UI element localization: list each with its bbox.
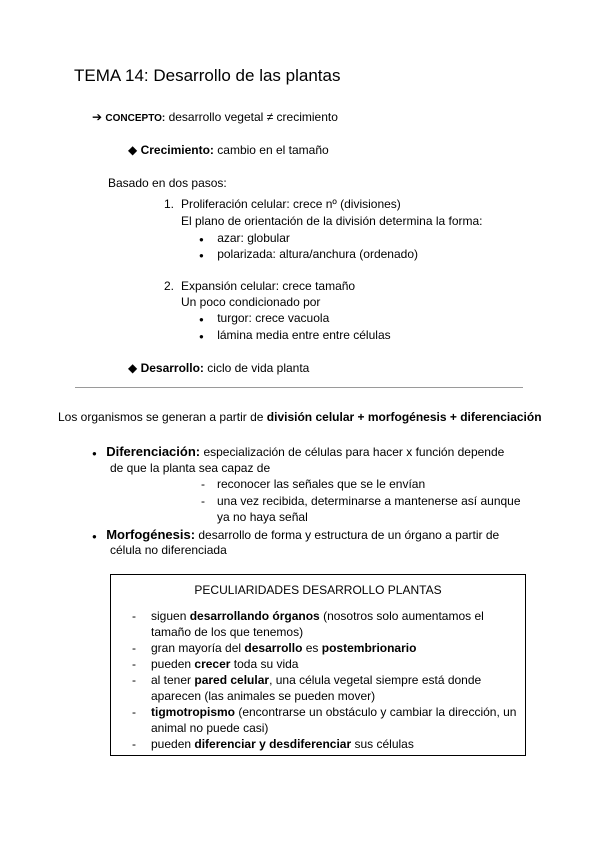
paso-2-number: 2. — [164, 279, 175, 293]
box-item-6 — [151, 737, 414, 751]
list-item — [199, 311, 329, 325]
basado-text: Basado en dos pasos: — [108, 176, 227, 190]
concepto-line — [92, 110, 338, 124]
morfogenesis-text2: célula no diferenciada — [110, 543, 227, 557]
concepto-text: desarrollo vegetal ≠ crecimiento — [168, 110, 338, 124]
box-item-text: siguen — [151, 609, 190, 623]
crecimiento-label: Crecimiento: — [140, 143, 214, 157]
box-item-text: pueden — [151, 657, 195, 671]
box-item-text: toda su vida — [230, 657, 299, 671]
crecimiento-text: cambio en el tamaño — [217, 143, 329, 157]
dot-bullet-icon: ● — [199, 251, 204, 260]
organismos-prefix: Los organismos se generan a partir de — [58, 410, 267, 424]
morfogenesis-text: desarrollo de forma y estructura de un órgano a partir de — [198, 528, 500, 542]
paso-2-bullet-2: lámina media entre entre células — [217, 328, 391, 342]
dash-bullet: - — [201, 494, 205, 508]
diamond-bullet-icon: ◆ — [128, 361, 138, 375]
dot-bullet-icon: ● — [199, 332, 204, 341]
box-item-text: es — [302, 641, 322, 655]
box-item-5-cont: animal no puede casi) — [151, 721, 269, 735]
box-item-2 — [151, 641, 416, 655]
box-item-bold: crecer — [194, 657, 231, 671]
dot-bullet-icon: ● — [92, 532, 97, 541]
box-item-text: sus células — [351, 737, 414, 751]
box-item-text: (encontrarse un obstáculo y cambiar la dirección, un — [235, 705, 517, 719]
list-item — [199, 231, 290, 245]
page-title: TEMA 14: Desarrollo de las plantas — [74, 66, 341, 85]
list-item — [199, 328, 391, 342]
box-item-text: al tener — [151, 673, 195, 687]
paso-2-bullet-1: turgor: crece vacuola — [217, 311, 330, 325]
box-dash: - — [132, 609, 136, 623]
box-item-bold: postembrionario — [321, 641, 417, 655]
box-item-bold: desarrollando órganos — [189, 609, 320, 623]
paso-1-number: 1. — [164, 197, 175, 211]
box-title: PECULIARIDADES DESARROLLO PLANTAS — [194, 583, 442, 597]
box-item-3 — [151, 657, 298, 671]
concepto-label: CONCEPTO: — [105, 113, 166, 124]
list-item — [199, 247, 418, 261]
list-item — [201, 477, 426, 491]
box-item-1 — [151, 609, 484, 623]
paso-1-line2: El plano de orientación de la división determina la forma: — [181, 214, 483, 228]
morfogenesis-label: Morfogénesis: — [106, 527, 196, 542]
list-item — [201, 494, 521, 508]
dot-bullet-icon: ● — [199, 315, 204, 324]
diferenciacion-dash-2: una vez recibida, determinarse a mantenerse así aunque — [217, 494, 521, 508]
paso-1-bullet-2: polarizada: altura/anchura (ordenado) — [217, 247, 418, 261]
box-dash: - — [132, 705, 136, 719]
paso-2-line2: Un poco condicionado por — [181, 295, 321, 309]
box-dash: - — [132, 641, 136, 655]
box-item-text: pueden — [151, 737, 195, 751]
paso-1-bullet-1: azar: globular — [217, 231, 290, 245]
diferenciacion-label: Diferenciación: — [106, 444, 201, 459]
diamond-bullet-icon: ◆ — [128, 143, 138, 157]
box-dash: - — [132, 657, 136, 671]
box-item-bold: diferenciar y desdiferenciar — [194, 737, 352, 751]
box-item-bold: desarrollo — [244, 641, 303, 655]
desarrollo-line — [128, 361, 309, 375]
diferenciacion-line — [92, 444, 504, 459]
arrow-right-icon: ➔ — [92, 110, 103, 124]
dot-bullet-icon: ● — [92, 449, 97, 458]
desarrollo-label: Desarrollo: — [140, 361, 204, 375]
morfogenesis-line — [92, 527, 499, 542]
box-item-text: gran mayoría del — [151, 641, 245, 655]
diferenciacion-text2: de que la planta sea capaz de — [110, 461, 271, 475]
organismos-bold: división celular + morfogénesis + diferenciación — [266, 410, 542, 424]
box-item-4 — [151, 673, 481, 687]
box-item-bold: tigmotropismo — [151, 705, 235, 719]
divider — [75, 387, 523, 388]
dot-bullet-icon: ● — [199, 235, 204, 244]
box-item-bold: pared celular — [194, 673, 270, 687]
organismos-line — [58, 410, 542, 424]
desarrollo-text: ciclo de vida planta — [207, 361, 310, 375]
crecimiento-line — [128, 143, 329, 157]
diferenciacion-dash-1: reconocer las señales que se le envían — [217, 477, 426, 491]
dash-bullet: - — [201, 477, 205, 491]
diferenciacion-text: especialización de células para hacer x función depende — [203, 445, 505, 459]
box-item-4-cont: aparecen (las animales se pueden mover) — [151, 689, 376, 703]
paso-2-line1: Expansión celular: crece tamaño — [181, 279, 356, 293]
box-item-5 — [151, 705, 516, 719]
box-item-1-cont: tamaño de los que tenemos) — [151, 625, 304, 639]
box-dash: - — [132, 737, 136, 751]
box-item-text: (nosotros solo aumentamos el — [319, 609, 484, 623]
box-dash: - — [132, 673, 136, 687]
paso-1-line1: Proliferación celular: crece nº (divisiones) — [181, 197, 401, 211]
box-item-text: , una célula vegetal siempre está donde — [269, 673, 482, 687]
diferenciacion-dash-2-cont: ya no haya señal — [217, 510, 308, 524]
